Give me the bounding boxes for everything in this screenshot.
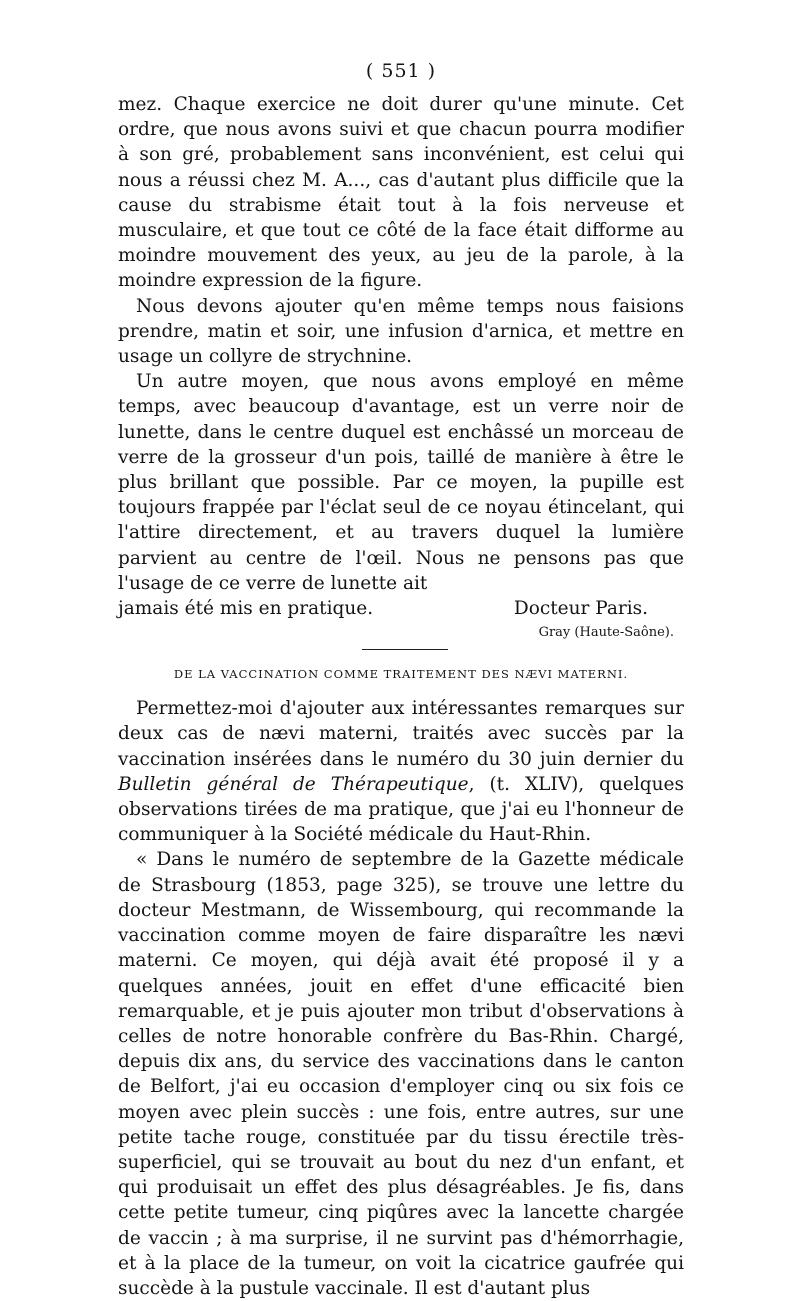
paragraph-arnica: Nous devons ajouter qu'en même temps nous faisions prendre, matin et soir, une infusion d'arnica, et mettre en usage un collyre de strychnine. [118, 295, 684, 368]
signature-row [118, 596, 684, 621]
author-place: Gray (Haute-Saône). [538, 625, 674, 641]
paragraph-quoted-letter: « Dans le numéro de septembre de la Gazette médicale de Strasbourg (1853, page 325), se trouve une lettre du docteur Mestmann, de Wissembourg, qui recommande la vaccination comme moyen de faire disparaître les nævi materni. Ce moyen, qui déjà avait été proposé il y a quelques années, jouit en effet d'une efficacité bien remarquable, et je puis ajouter mon tribut d'observations à celles de notre honorable confrère du Bas-Rhin. Chargé, depuis dix ans, du service des vaccinations dans le canton de Belfort, j'ai eu occasion d'employer cinq ou six fois ce moyen avec plein succès : une fois, entre autres, sur une petite tache rouge, constituée par du tissu érectile très-superficiel, qui se trouvait au bout du nez d'un enfant, et qui produisait un effet des plus désagréables. Je fis, dans cette petite tumeur, cinq piqûres avec la lancette chargée de vaccin ; à ma surprise, il ne survint pas d'hémorrhagie, et à la place de la tumeur, on voit la cicatrice gaufrée qui succède à la pustule vaccinale. Il est d'autant plus [118, 849, 684, 1299]
paragraph-intro-text-end: , (t. XLIV), quelques observations tirées de ma pratique, que j'ai eu l'honneur de communiquer à la Société médicale du Haut-Rhin. [118, 773, 684, 846]
paragraph-strabismus-order: mez. Chaque exercice ne doit durer qu'une minute. Cet ordre, que nous avons suivi et que chacun pourra modifier à son gré, probablement sans inconvénient, est celui qui nous a réussi chez M. A..., cas d'autant plus difficile que la cause du strabisme était tout à la fois nerveuse et musculaire, et que tout ce côté de la face était difforme au moindre mouvement des yeux, au jeu de la parole, à la moindre expression de la figure. [118, 94, 684, 292]
document-page [118, 58, 684, 1301]
journal-title: Bulletin général de Thérapeutique [118, 773, 469, 795]
paragraph-lens-last-line: jamais été mis en pratique. [118, 598, 374, 620]
paragraph-intro-vaccination [118, 696, 684, 847]
section-heading: DE LA VACCINATION COMME TRAITEMENT DES NÆVI MATERNI. [173, 667, 629, 682]
paragraph-intro-text: Permettez-moi d'ajouter aux intéressantes remarques sur deux cas de nævi materni, traités avec succès par la vaccination insérées dans le numéro du 30 juin dernier du [118, 698, 684, 770]
page-number: ( 551 ) [365, 60, 437, 82]
author-signature: Docteur Paris. [513, 598, 648, 620]
section-divider [362, 649, 448, 650]
paragraph-lens: Un autre moyen, que nous avons employé en même temps, avec beaucoup d'avantage, est un verre noir de lunette, dans le centre duquel est enchâssé un morceau de verre de la grosseur d'un pois, taillé de manière à être le plus brillant que possible. Par ce moyen, la pupille est toujours frappée par l'éclat seul de ce noyau étincelant, qui l'attire directement, et au travers duquel la lumière parvient au centre de l'œil. Nous ne pensons pas que l'usage de ce verre de lunette ait [118, 371, 684, 594]
